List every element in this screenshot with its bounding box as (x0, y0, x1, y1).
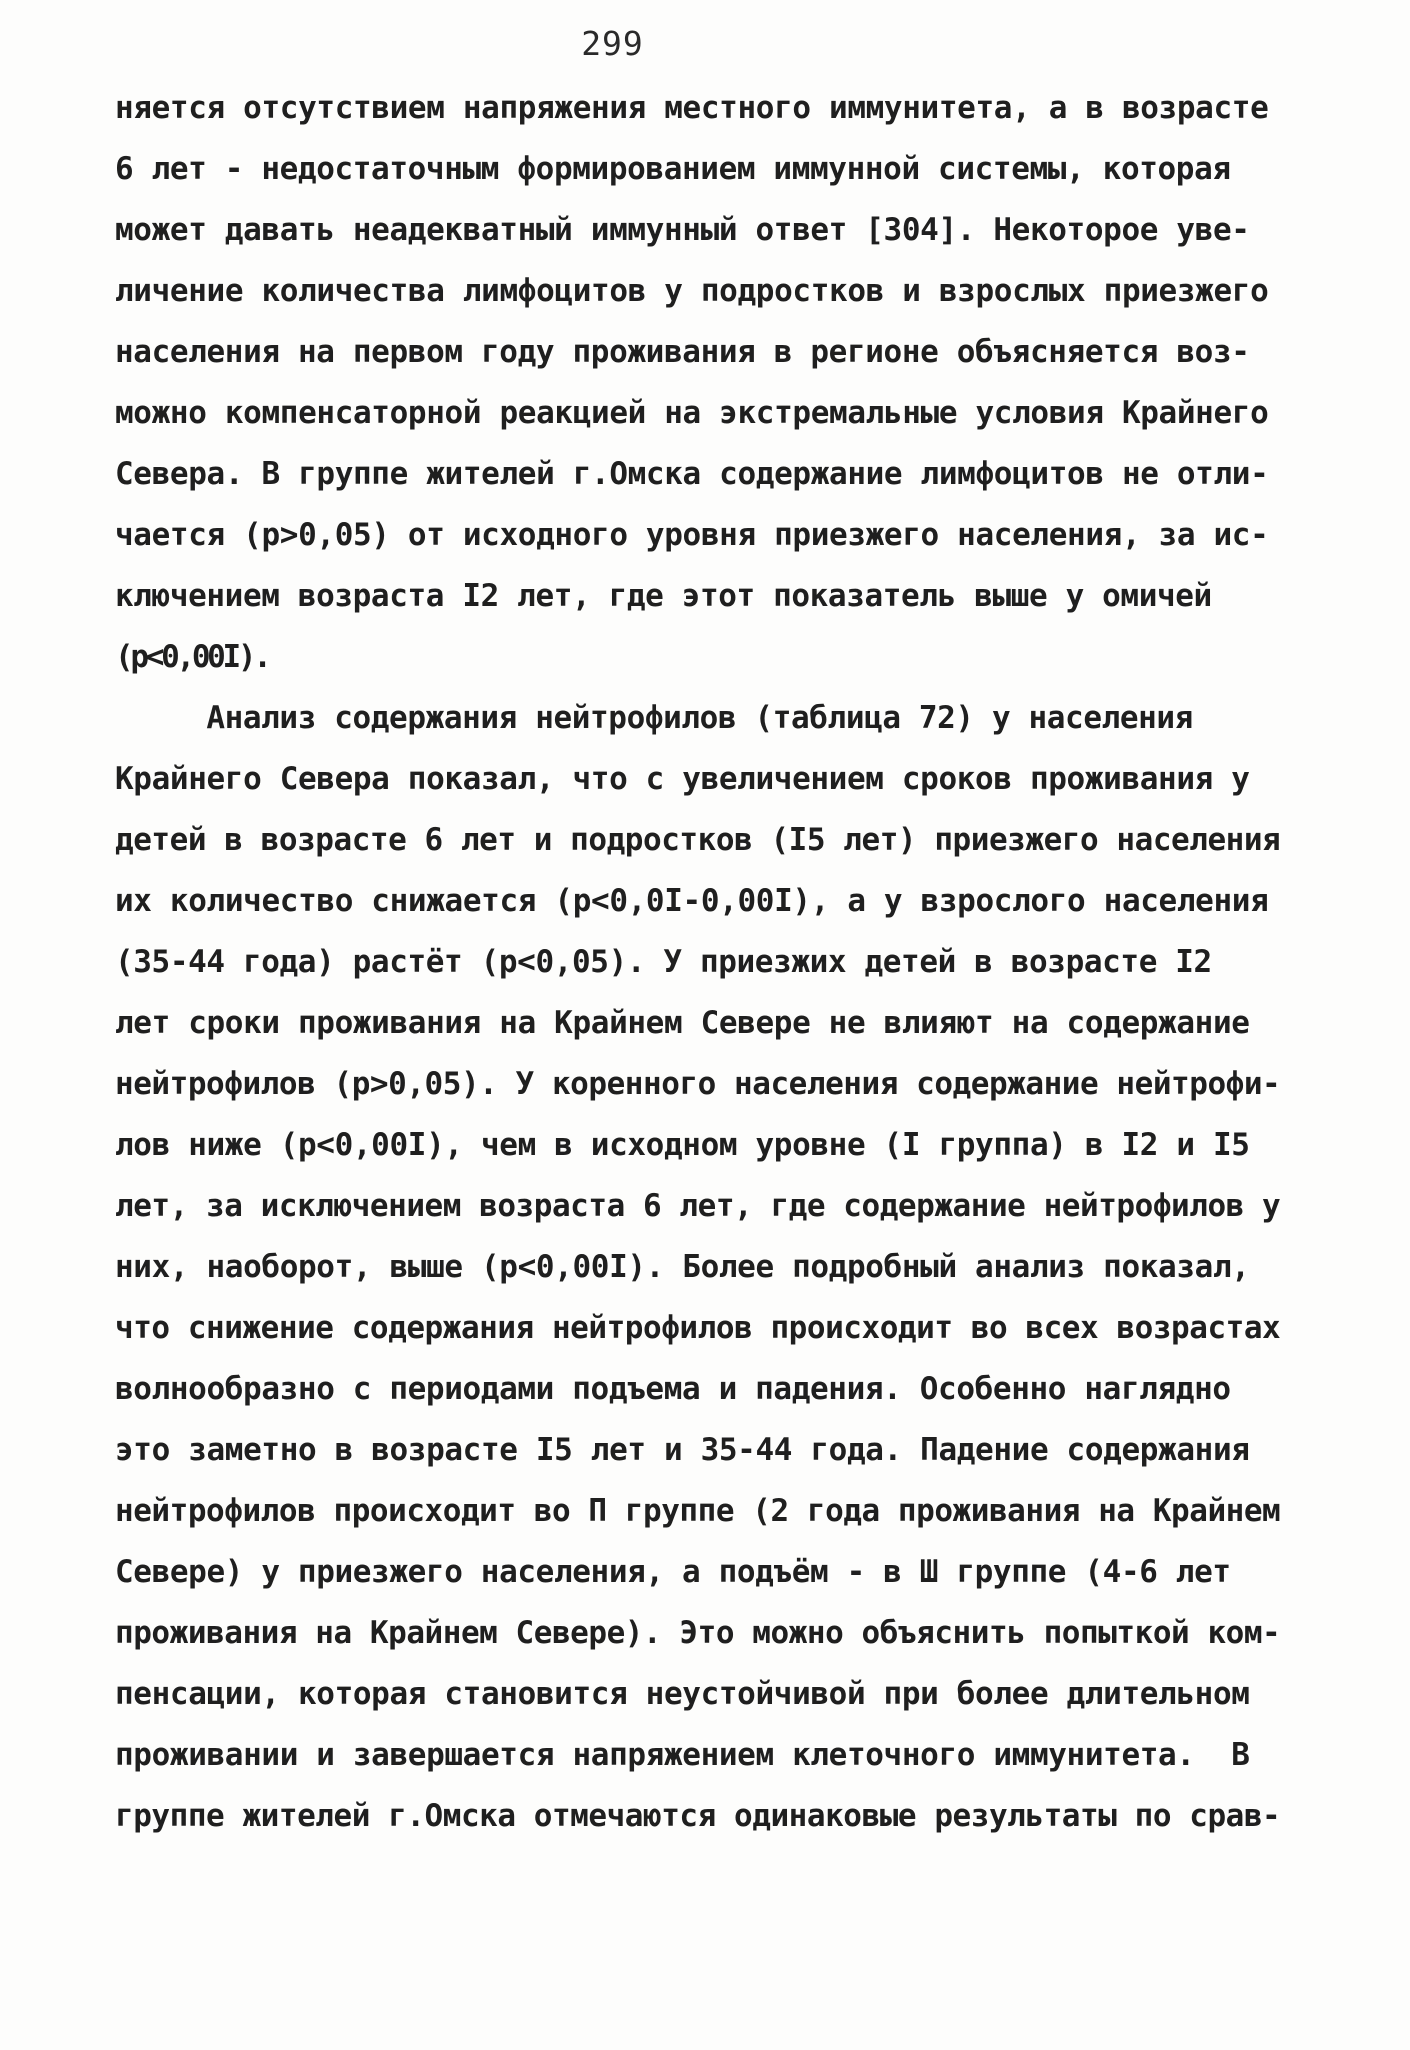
text-line: Анализ содержания нейтрофилов (таблица 72) у населения (115, 700, 1193, 736)
text-line: Севера. В группе жителей г.Омска содержание лимфоцитов не отли- (115, 456, 1269, 492)
text-line: (35-44 года) растёт (p<0,05). У приезжих детей в возрасте I2 (115, 944, 1212, 980)
text-line: группе жителей г.Омска отмечаются одинаковые результаты по срав- (115, 1798, 1281, 1834)
text-line: личение количества лимфоцитов у подростков и взрослых приезжего (115, 273, 1269, 309)
text-line: Крайнего Севера показал, что с увеличением сроков проживания у (115, 761, 1250, 797)
text-line: Севере) у приезжего населения, а подъём - в Ш группе (4-6 лет (115, 1554, 1231, 1590)
text-line: 6 лет - недостаточным формированием иммунной системы, которая (115, 151, 1231, 187)
text-line: это заметно в возрасте I5 лет и 35-44 года. Падение содержания (115, 1432, 1250, 1468)
text-line: (p<0,00I). (115, 639, 269, 675)
text-line: лет, за исключением возраста 6 лет, где содержание нейтрофилов у (115, 1188, 1281, 1224)
text-line: лов ниже (p<0,00I), чем в исходном уровне (I группа) в I2 и I5 (115, 1127, 1250, 1163)
page-number: 299 (581, 24, 644, 63)
text-line: ключением возраста I2 лет, где этот показатель выше у омичей (115, 578, 1212, 614)
body-text (115, 78, 1315, 1847)
text-line: детей в возрасте 6 лет и подростков (I5 лет) приезжего населения (115, 822, 1281, 858)
text-line: нейтрофилов (p>0,05). У коренного населения содержание нейтрофи- (115, 1066, 1281, 1102)
text-line: что снижение содержания нейтрофилов происходит во всех возрастах (115, 1310, 1281, 1346)
text-line: может давать неадекватный иммунный ответ [304]. Некоторое уве- (115, 212, 1250, 248)
text-line: нейтрофилов происходит во П группе (2 года проживания на Крайнем (115, 1493, 1281, 1529)
text-line: няется отсутствием напряжения местного иммунитета, а в возрасте (115, 90, 1269, 126)
text-line: лет сроки проживания на Крайнем Севере не влияют на содержание (115, 1005, 1250, 1041)
text-line: их количество снижается (p<0,0I-0,00I), а у взрослого населения (115, 883, 1269, 919)
text-line: них, наоборот, выше (p<0,00I). Более подробный анализ показал, (115, 1249, 1250, 1285)
text-line: проживании и завершается напряжением клеточного иммунитета. В (115, 1737, 1250, 1773)
text-line: проживания на Крайнем Севере). Это можно объяснить попыткой ком- (115, 1615, 1281, 1651)
text-line: пенсации, которая становится неустойчивой при более длительном (115, 1676, 1250, 1712)
text-line: чается (p>0,05) от исходного уровня приезжего населения, за ис- (115, 517, 1269, 553)
text-line: можно компенсаторной реакцией на экстремальные условия Крайнего (115, 395, 1269, 431)
text-line: волнообразно с периодами подъема и падения. Особенно наглядно (115, 1371, 1231, 1407)
text-line: населения на первом году проживания в регионе объясняется воз- (115, 334, 1250, 370)
